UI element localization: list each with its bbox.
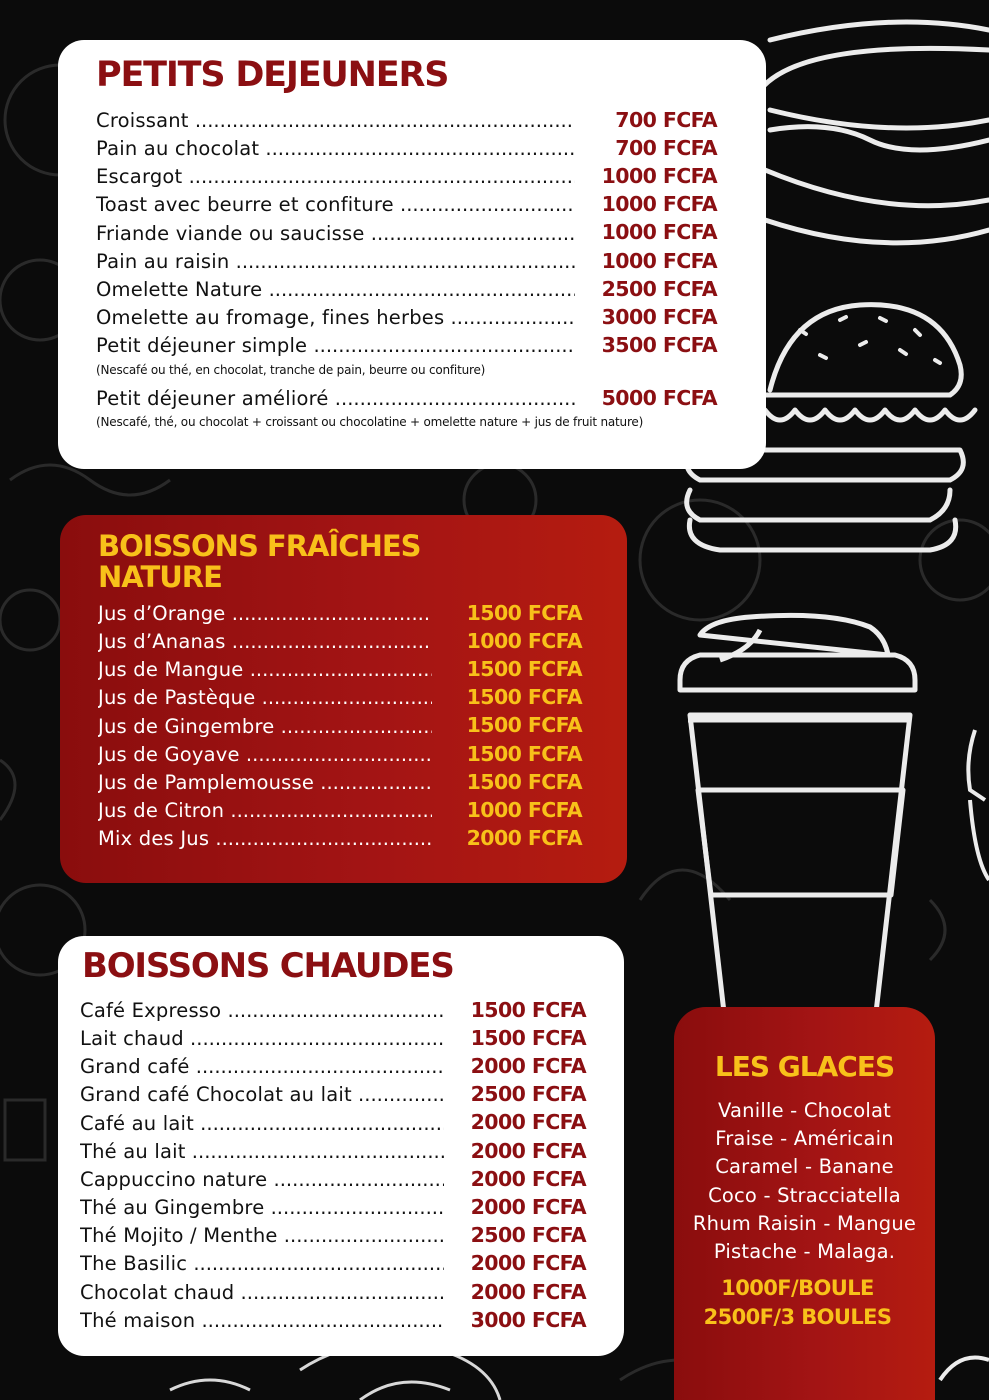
menu-item xyxy=(96,330,717,358)
menu-item xyxy=(80,1248,586,1276)
menu-item xyxy=(96,217,717,245)
petits-dejeuners-list xyxy=(96,104,717,358)
menu-item-price: 2500 FCFA xyxy=(601,276,717,301)
menu-item xyxy=(80,1304,586,1332)
menu-item xyxy=(96,245,717,273)
glace-price-boule: 1000F/BOULE xyxy=(721,1276,874,1300)
menu-item-name: Omelette Nature ..... xyxy=(96,279,575,301)
coffee-cup-illustration xyxy=(680,615,915,1065)
menu-item-price: 1500 FCFA xyxy=(470,1025,586,1050)
menu-item-price: 1000 FCFA xyxy=(601,248,717,273)
menu-item xyxy=(96,160,717,188)
glace-flavor: Coco - Stracciatella xyxy=(708,1183,901,1207)
menu-item-name: Jus de Mangue ..... xyxy=(98,659,432,681)
menu-item-name: Petit déjeuner amélioré ..... xyxy=(96,388,575,410)
menu-item xyxy=(80,1220,586,1248)
boissons-fraiches-title-line1: BOISSONS FRAÎCHES xyxy=(98,529,421,563)
menu-item xyxy=(98,653,582,681)
menu-item xyxy=(80,1079,586,1107)
menu-item-price: 1500 FCFA xyxy=(466,741,582,766)
menu-item-name: Escargot ..... xyxy=(96,166,575,188)
menu-item xyxy=(80,1191,586,1219)
menu-item-price: 1500 FCFA xyxy=(466,657,582,681)
menu-item-price: 2000 FCFA xyxy=(470,1251,586,1276)
petit-dejeuner-ameliore xyxy=(96,382,717,410)
menu-item-price: 2000 FCFA xyxy=(470,1279,586,1304)
menu-item-price: 700 FCFA xyxy=(615,135,717,160)
menu-item-price: 2000 FCFA xyxy=(470,1110,586,1135)
menu-item xyxy=(98,710,582,738)
menu-item-name: Grand café ..... xyxy=(80,1056,444,1078)
boissons-fraiches-list xyxy=(98,597,582,851)
menu-item-price: 3000 FCFA xyxy=(470,1307,586,1332)
menu-item-name: Petit déjeuner simple ..... xyxy=(96,335,575,357)
menu-item xyxy=(96,189,717,217)
menu-item-name: Jus de Citron ..... xyxy=(98,800,432,822)
menu-item-price: 2000 FCFA xyxy=(466,826,582,851)
menu-item-name: Friande viande ou saucisse ..... xyxy=(96,223,575,245)
menu-item-name: Thé au Gingembre ..... xyxy=(80,1197,444,1219)
menu-item-price: 1000 FCFA xyxy=(466,628,582,653)
menu-item xyxy=(80,1022,586,1050)
menu-item-price: 1500 FCFA xyxy=(470,997,586,1022)
menu-item xyxy=(98,597,582,625)
menu-item-name: Jus de Pastèque ..... xyxy=(98,687,432,709)
glace-price-3-boules: 2500F/3 BOULES xyxy=(703,1304,892,1329)
menu-item-price: 1000 FCFA xyxy=(601,192,717,217)
menu-item-name: Omelette au fromage, fines herbes ..... xyxy=(96,307,575,329)
boissons-chaudes-card xyxy=(58,936,624,1356)
menu-item xyxy=(98,625,582,653)
petit-dejeuner-simple-note: (Nescafé ou thé, en chocolat, tranche de pain, beurre ou confiture) xyxy=(96,363,486,377)
glaces-flavor-list xyxy=(674,1097,935,1266)
menu-item xyxy=(80,1276,586,1304)
menu-item-price: 2000 FCFA xyxy=(470,1166,586,1191)
glace-flavor: Caramel - Banane xyxy=(715,1155,894,1179)
menu-item-name: The Basilic ..... xyxy=(80,1253,444,1275)
menu-item-name: Mix des Jus ..... xyxy=(98,828,432,850)
menu-item-name: Jus d’Ananas ..... xyxy=(98,631,432,653)
menu-item xyxy=(96,301,717,329)
menu-item-price: 1000 FCFA xyxy=(601,164,717,188)
menu-item xyxy=(98,738,582,766)
menu-item-name: Thé maison ..... xyxy=(80,1310,444,1332)
menu-item-price: 5000 FCFA xyxy=(601,385,717,410)
glace-flavor: Vanille - Chocolat xyxy=(718,1099,891,1122)
menu-item-price: 1000 FCFA xyxy=(601,220,717,245)
boissons-chaudes-list xyxy=(80,994,586,1332)
menu-item-name: Pain au raisin ..... xyxy=(96,251,575,273)
menu-item xyxy=(80,1050,586,1078)
menu-item-name: Cappuccino nature ..... xyxy=(80,1169,444,1191)
menu-item-price: 2500 FCFA xyxy=(470,1223,586,1248)
glaces-prices xyxy=(660,1274,935,1331)
glace-flavor: Fraise - Américain xyxy=(715,1127,894,1151)
glaces-card xyxy=(674,1007,935,1400)
menu-item-name: Toast avec beurre et confiture ..... xyxy=(96,194,575,216)
petits-dejeuners-card xyxy=(58,40,766,469)
glace-flavor: Pistache - Malaga. xyxy=(713,1240,896,1264)
menu-item-price: 3000 FCFA xyxy=(601,304,717,329)
hotdog-illustration xyxy=(760,22,989,243)
boissons-fraiches-card xyxy=(60,515,627,883)
petits-dejeuners-title: PETITS DEJEUNERS xyxy=(96,55,449,95)
menu-item xyxy=(96,132,717,160)
menu-item-price: 1500 FCFA xyxy=(466,713,582,738)
menu-item-name: Pain au chocolat ..... xyxy=(96,138,575,160)
glaces-title: LES GLACES xyxy=(714,1050,895,1083)
menu-item-price: 700 FCFA xyxy=(615,107,717,132)
menu-item-name: Jus de Goyave ..... xyxy=(98,744,432,766)
menu-item xyxy=(96,104,717,132)
boissons-fraiches-title xyxy=(98,531,421,593)
menu-item xyxy=(98,682,582,710)
menu-item-price: 2500 FCFA xyxy=(470,1082,586,1107)
menu-item-name: Thé au lait ..... xyxy=(80,1141,444,1163)
menu-item-price: 1500 FCFA xyxy=(466,769,582,794)
menu-item-name: Café au lait ..... xyxy=(80,1113,444,1135)
menu-item-name: Jus de Pamplemousse ..... xyxy=(98,772,432,794)
menu-item xyxy=(80,1135,586,1163)
petit-dejeuner-ameliore-note: (Nescafé, thé, ou chocolat + croissant ou chocolatine + omelette nature + jus de fruit nature) xyxy=(96,415,644,429)
menu-item xyxy=(96,382,717,410)
menu-item xyxy=(80,1163,586,1191)
boissons-fraiches-title-line2: NATURE xyxy=(98,560,222,594)
menu-item-price: 1500 FCFA xyxy=(466,685,582,710)
menu-item-name: Thé Mojito / Menthe ..... xyxy=(80,1225,444,1247)
menu-item-name: Jus d’Orange ..... xyxy=(98,603,432,625)
menu-item xyxy=(96,273,717,301)
menu-item-price: 2000 FCFA xyxy=(470,1138,586,1163)
menu-item-name: Croissant ..... xyxy=(96,110,575,132)
menu-item xyxy=(98,794,582,822)
menu-item xyxy=(98,766,582,794)
menu-item-price: 1500 FCFA xyxy=(466,600,582,625)
menu-item-name: Jus de Gingembre ..... xyxy=(98,716,432,738)
menu-item-price: 2000 FCFA xyxy=(470,1054,586,1078)
menu-item-name: Café Expresso ..... xyxy=(80,1000,444,1022)
menu-item xyxy=(80,1107,586,1135)
boissons-chaudes-title: BOISSONS CHAUDES xyxy=(82,946,454,986)
menu-item-name: Grand café Chocolat au lait ..... xyxy=(80,1084,444,1106)
menu-item-price: 2000 FCFA xyxy=(470,1194,586,1219)
menu-item-price: 3500 FCFA xyxy=(601,333,717,358)
glace-flavor: Rhum Raisin - Mangue xyxy=(692,1211,917,1235)
menu-item xyxy=(80,994,586,1022)
menu-item-name: Chocolat chaud ..... xyxy=(80,1282,444,1304)
menu-item-name: Lait chaud ..... xyxy=(80,1028,444,1050)
menu-item xyxy=(98,823,582,851)
menu-item-price: 1000 FCFA xyxy=(466,797,582,822)
